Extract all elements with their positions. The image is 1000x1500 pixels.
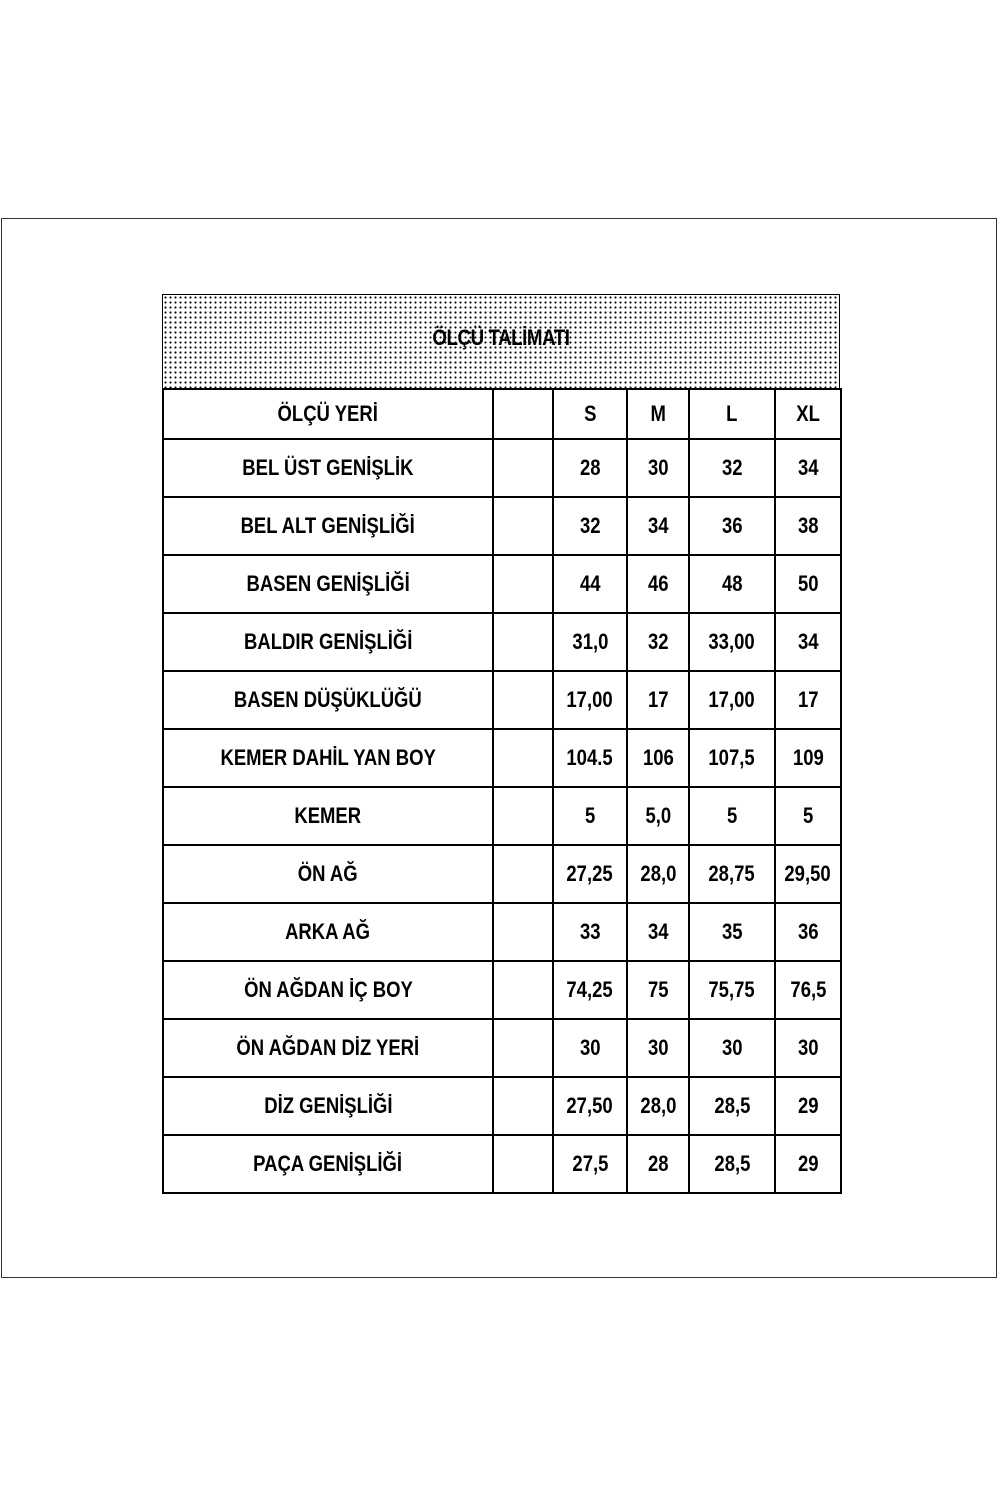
blank-cell (493, 845, 553, 903)
size-value-cell (553, 497, 627, 555)
size-value: 109 (792, 745, 824, 770)
size-value-cell (775, 1077, 841, 1135)
blank-cell (493, 671, 553, 729)
header-size: M (650, 401, 666, 426)
measure-point-label: BASEN DÜŞÜKLÜĞÜ (234, 687, 422, 712)
measure-point-label: PAÇA GENİŞLİĞİ (253, 1151, 403, 1176)
blank-cell (493, 729, 553, 787)
size-value-cell (689, 1135, 775, 1193)
size-value-cell (627, 1019, 689, 1077)
size-value-cell (627, 961, 689, 1019)
size-value-cell (553, 1135, 627, 1193)
size-value: 5 (584, 803, 596, 828)
size-value-cell (689, 1077, 775, 1135)
size-value: 34 (647, 919, 669, 944)
size-value: 30 (647, 455, 669, 480)
size-value: 75,75 (708, 977, 756, 1002)
header-size: XL (796, 401, 820, 426)
blank-cell (493, 555, 553, 613)
measure-point-label: BALDIR GENİŞLİĞİ (243, 629, 413, 654)
size-chart (162, 294, 840, 1188)
size-value: 48 (721, 571, 743, 596)
table-row (163, 729, 841, 787)
size-value-cell (689, 613, 775, 671)
measure-point-cell (163, 671, 493, 729)
blank-cell (493, 961, 553, 1019)
measure-point-label: DİZ GENİŞLİĞİ (263, 1093, 393, 1118)
measure-point-cell (163, 439, 493, 497)
measure-point-cell (163, 1135, 493, 1193)
size-value-cell (627, 845, 689, 903)
size-value: 104.5 (566, 745, 614, 770)
size-value: 28 (579, 455, 601, 480)
measure-point-label: ÖN AĞDAN İÇ BOY (243, 977, 413, 1002)
size-value: 32 (579, 513, 601, 538)
measure-point-label: ÖN AĞDAN DİZ YERİ (236, 1035, 420, 1060)
table-row (163, 1019, 841, 1077)
size-value: 5,0 (645, 803, 671, 828)
measure-point-label: KEMER (294, 803, 362, 828)
column-header-measure-point (163, 389, 493, 439)
size-value: 34 (797, 629, 819, 654)
size-value-cell (627, 903, 689, 961)
size-value-cell (553, 961, 627, 1019)
size-value: 17,00 (566, 687, 614, 712)
size-value-cell (627, 439, 689, 497)
measure-point-cell (163, 497, 493, 555)
size-value-cell (553, 729, 627, 787)
size-value: 27,50 (566, 1093, 614, 1118)
size-value: 28,0 (640, 861, 676, 886)
size-value: 33 (579, 919, 601, 944)
size-value: 36 (721, 513, 743, 538)
size-value-cell (553, 613, 627, 671)
table-row (163, 1135, 841, 1193)
size-value: 31,0 (572, 629, 608, 654)
blank-cell (493, 439, 553, 497)
blank-cell (493, 787, 553, 845)
blank-cell (493, 497, 553, 555)
size-value-cell (627, 729, 689, 787)
size-value-cell (775, 1019, 841, 1077)
size-value: 107,5 (708, 745, 756, 770)
size-value: 34 (797, 455, 819, 480)
table-row (163, 903, 841, 961)
size-value: 17,00 (708, 687, 756, 712)
size-value-cell (553, 787, 627, 845)
size-value: 34 (647, 513, 669, 538)
size-value-cell (553, 671, 627, 729)
size-value: 75 (647, 977, 669, 1002)
size-value-cell (775, 497, 841, 555)
size-value: 28,5 (714, 1093, 750, 1118)
size-value-cell (775, 961, 841, 1019)
size-value-cell (553, 1019, 627, 1077)
size-value: 44 (579, 571, 601, 596)
size-table (162, 388, 842, 1194)
size-value: 5 (802, 803, 814, 828)
measure-point-label: KEMER DAHİL YAN BOY (220, 745, 436, 770)
measure-point-cell (163, 903, 493, 961)
header-size: L (726, 401, 738, 426)
table-row (163, 671, 841, 729)
measure-point-cell (163, 961, 493, 1019)
measure-point-label: ÖN AĞ (298, 861, 358, 886)
size-value-cell (775, 555, 841, 613)
size-value: 30 (721, 1035, 743, 1060)
size-value-cell (689, 961, 775, 1019)
size-value: 46 (647, 571, 669, 596)
size-value: 5 (726, 803, 738, 828)
measure-point-cell (163, 555, 493, 613)
size-value: 29 (797, 1151, 819, 1176)
table-row (163, 613, 841, 671)
column-header-s (553, 389, 627, 439)
measure-point-label: BEL ÜST GENİŞLİK (242, 455, 414, 480)
header-row (163, 389, 841, 439)
size-value-cell (689, 787, 775, 845)
size-value: 17 (797, 687, 819, 712)
column-header-m (627, 389, 689, 439)
size-value: 32 (721, 455, 743, 480)
size-value-cell (553, 439, 627, 497)
measure-point-cell (163, 787, 493, 845)
size-value: 35 (721, 919, 743, 944)
size-value-cell (689, 555, 775, 613)
size-value-cell (689, 671, 775, 729)
header-label: ÖLÇÜ YERİ (277, 401, 379, 426)
size-value-cell (775, 439, 841, 497)
size-value-cell (775, 845, 841, 903)
size-value-cell (689, 497, 775, 555)
size-value: 27,25 (566, 861, 614, 886)
table-row (163, 439, 841, 497)
size-value-cell (689, 729, 775, 787)
column-header-xl (775, 389, 841, 439)
size-value: 30 (579, 1035, 601, 1060)
size-value: 28,0 (640, 1093, 676, 1118)
size-value-cell (775, 1135, 841, 1193)
table-row (163, 845, 841, 903)
size-value: 29,50 (784, 861, 832, 886)
size-value: 76,5 (790, 977, 826, 1002)
size-value: 27,5 (572, 1151, 608, 1176)
size-value-cell (627, 555, 689, 613)
size-value-cell (689, 1019, 775, 1077)
measure-point-cell (163, 845, 493, 903)
table-row (163, 961, 841, 1019)
size-value-cell (775, 903, 841, 961)
measure-point-cell (163, 613, 493, 671)
column-header-l (689, 389, 775, 439)
size-value: 28,75 (708, 861, 756, 886)
size-value: 74,25 (566, 977, 614, 1002)
size-value: 30 (647, 1035, 669, 1060)
size-value: 30 (797, 1035, 819, 1060)
blank-cell (493, 903, 553, 961)
size-value: 32 (647, 629, 669, 654)
size-value-cell (627, 1077, 689, 1135)
size-value-cell (775, 729, 841, 787)
measure-point-cell (163, 729, 493, 787)
measure-point-label: ARKA AĞ (285, 919, 371, 944)
size-value-cell (553, 555, 627, 613)
measure-point-label: BEL ALT GENİŞLİĞİ (240, 513, 416, 538)
blank-cell (493, 1077, 553, 1135)
size-value-cell (553, 845, 627, 903)
size-value: 17 (647, 687, 669, 712)
measure-point-label: BASEN GENİŞLİĞİ (246, 571, 410, 596)
blank-cell (493, 613, 553, 671)
size-value: 28,5 (714, 1151, 750, 1176)
size-value-cell (553, 903, 627, 961)
blank-cell (493, 1135, 553, 1193)
size-value-cell (553, 1077, 627, 1135)
size-value-cell (627, 1135, 689, 1193)
header-size: S (583, 401, 597, 426)
size-value-cell (775, 671, 841, 729)
table-row (163, 1077, 841, 1135)
size-value-cell (775, 787, 841, 845)
size-value: 28 (647, 1151, 669, 1176)
chart-title: ÖLÇÜ TALİMATI (432, 325, 570, 350)
size-value-cell (689, 845, 775, 903)
measure-point-cell (163, 1077, 493, 1135)
size-value: 33,00 (708, 629, 756, 654)
size-value-cell (627, 671, 689, 729)
size-value-cell (627, 613, 689, 671)
size-value: 38 (797, 513, 819, 538)
table-row (163, 497, 841, 555)
measure-point-cell (163, 1019, 493, 1077)
size-value: 29 (797, 1093, 819, 1118)
size-value-cell (627, 787, 689, 845)
size-value: 36 (797, 919, 819, 944)
size-value-cell (627, 497, 689, 555)
title-band (162, 294, 840, 388)
table-row (163, 787, 841, 845)
table-row (163, 555, 841, 613)
size-value: 106 (642, 745, 674, 770)
size-value: 50 (797, 571, 819, 596)
size-value-cell (689, 903, 775, 961)
size-value-cell (775, 613, 841, 671)
size-value-cell (689, 439, 775, 497)
column-header-blank (493, 389, 553, 439)
blank-cell (493, 1019, 553, 1077)
